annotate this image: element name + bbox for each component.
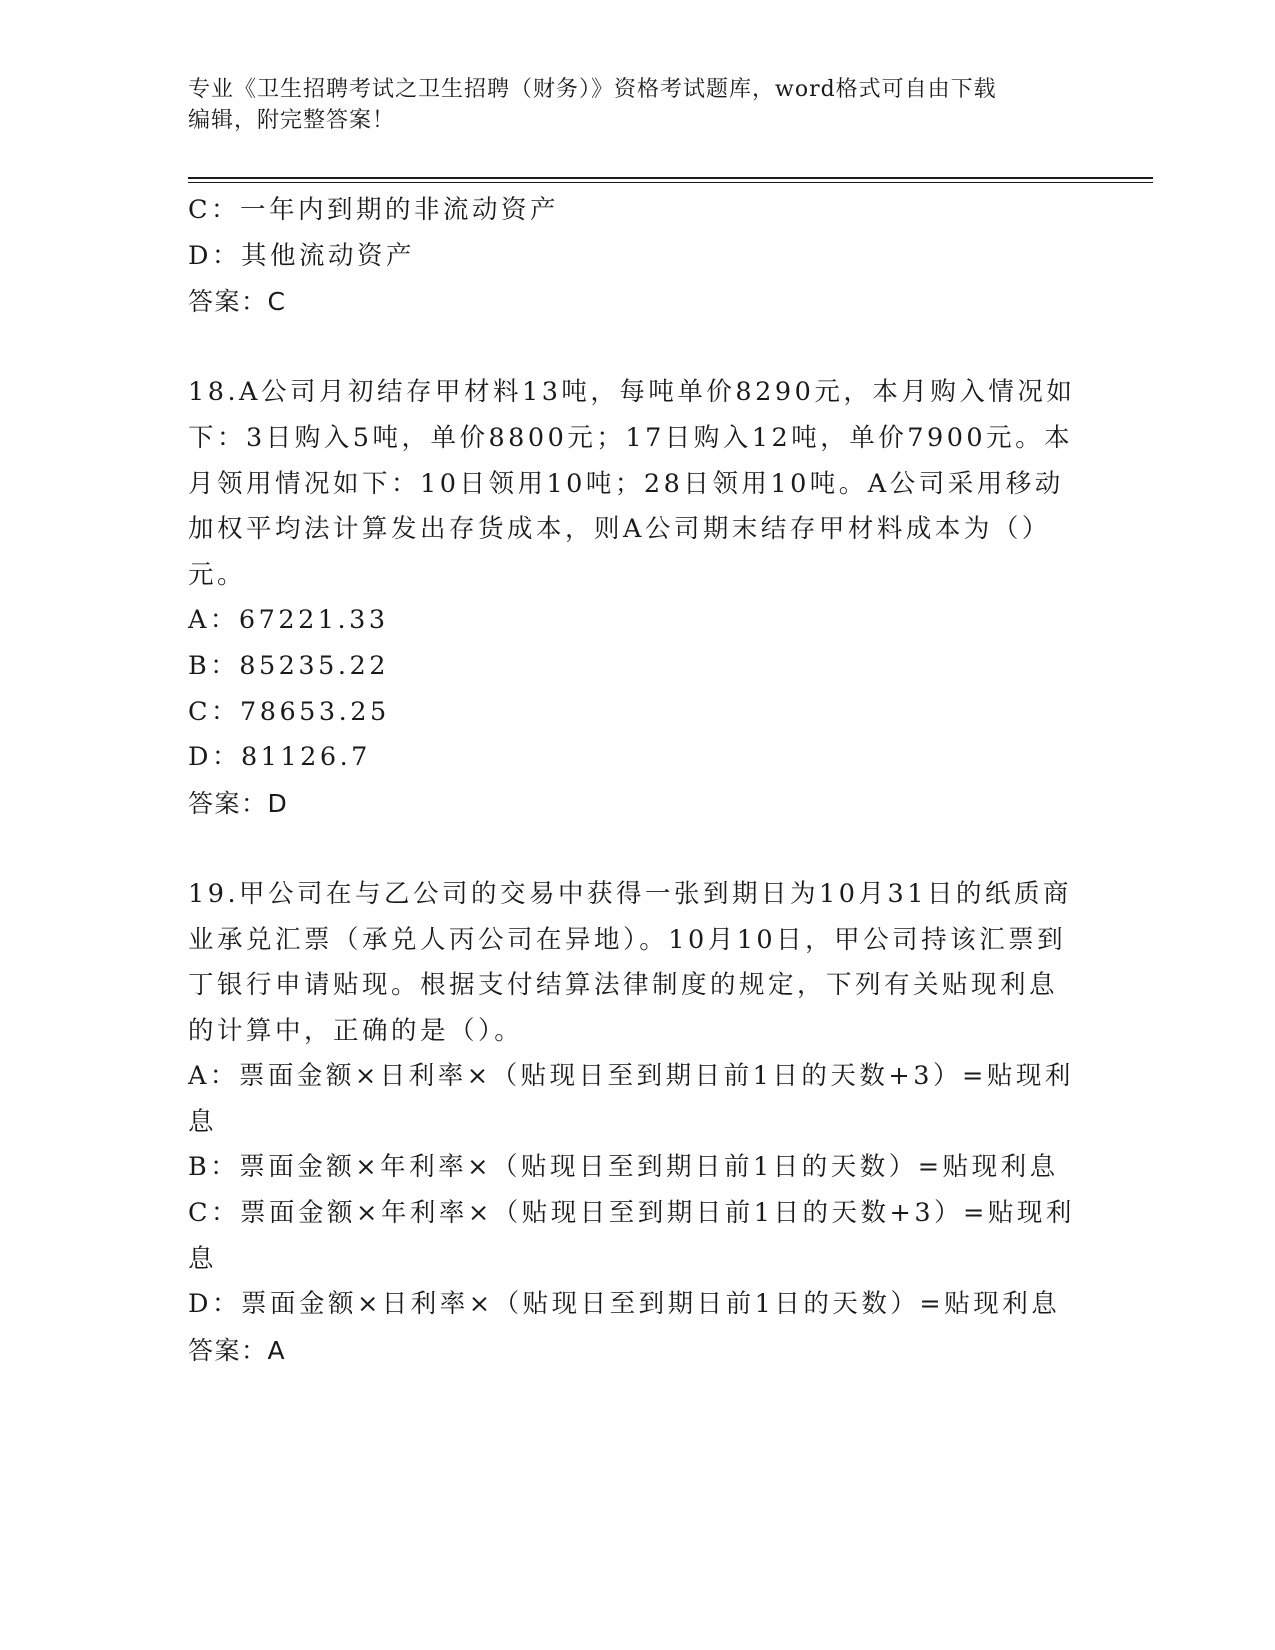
question-stem-line: 的计算中，正确的是（）。 [188,1015,524,1046]
option-d: D：票面金额×日利率×（贴现日至到期日前1日的天数）=贴现利息 [188,1289,1061,1320]
option-d: D：其他流动资产 [188,240,415,271]
option-c: C：一年内到期的非流动资产 [188,195,560,225]
question-19 [188,872,1088,1374]
question-stem-line: 下：3日购入5吨，单价8800元；17日购入12吨，单价7900元。本 [188,422,1074,453]
question-stem-line: 19.甲公司在与乙公司的交易中获得一张到期日为10月31日的纸质商 [188,878,1072,909]
option-a: A：67221.33 [188,605,389,636]
document-header [188,74,1088,136]
question-stem-line: 丁银行申请贴现。根据支付结算法律制度的规定，下列有关贴现利息 [188,970,1059,1001]
option-a: A：票面金额×日利率×（贴现日至到期日前1日的天数+3）=贴现利 [188,1061,1074,1092]
option-b: B：票面金额×年利率×（贴现日至到期日前1日的天数）=贴现利息 [188,1152,1059,1183]
question-stem-line: 业承兑汇票（承兑人丙公司在异地）。10月10日，甲公司持该汇票到 [188,924,1067,955]
option-b: B：85235.22 [188,650,389,681]
option-c-continued: 息 [188,1243,218,1274]
header-line-1: 专业《卫生招聘考试之卫生招聘（财务）》资格考试题库，word格式可自由下载 [188,77,997,102]
option-a-continued: 息 [188,1106,218,1137]
question-stem-line: 元。 [188,559,247,590]
option-c: C：票面金额×年利率×（贴现日至到期日前1日的天数+3）=贴现利 [188,1198,1075,1229]
question-17 [188,188,1088,325]
question-stem-line: 月领用情况如下：10日领用10吨；28日领用10吨。A公司采用移动 [188,468,1064,499]
header-line-2: 编辑，附完整答案！ [188,108,396,133]
spacer [188,826,1088,872]
document-body [188,188,1088,1373]
spacer [188,325,1088,371]
answer-line: 答案：A [188,1335,287,1365]
answer-line: 答案：C [188,287,287,317]
question-stem-line: 18.A公司月初结存甲材料13吨，每吨单价8290元，本月购入情况如 [188,377,1076,408]
question-18 [188,370,1088,826]
option-d: D：81126.7 [188,742,371,773]
header-divider-thin [188,182,1153,183]
header-divider-thick [188,177,1153,179]
question-stem-line: 加权平均法计算发出存货成本，则A公司期末结存甲材料成本为（） [188,514,1051,545]
answer-line: 答案：D [188,788,289,818]
option-c: C：78653.25 [188,696,390,727]
